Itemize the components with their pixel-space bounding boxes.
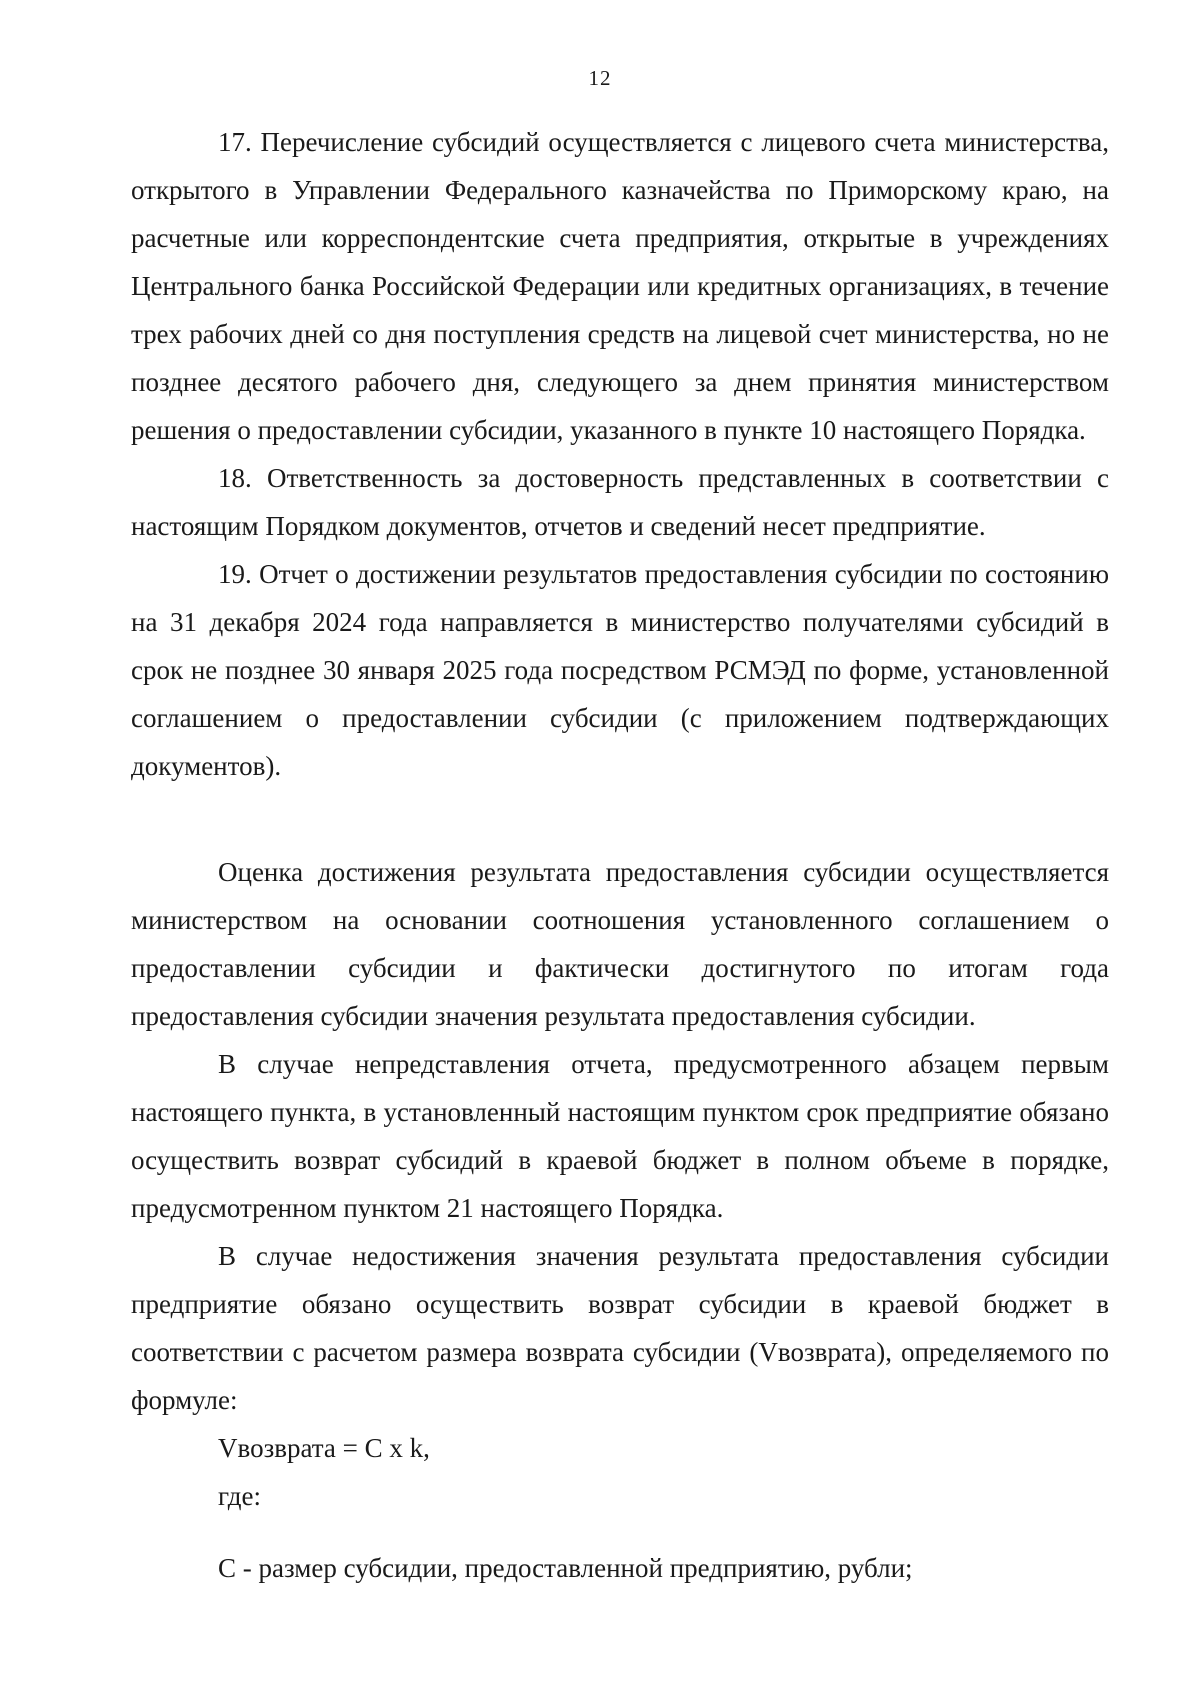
upper-text-block [131, 118, 1109, 790]
paragraph-19-evaluation: Оценка достижения результата предоставления субсидии осуществляется министерством на основании соотношения установленного соглашением о предоставлении субсидии и фактически достигнутого по итогам года предоставления субсидии значения результата предоставления субсидии. [131, 857, 1109, 1031]
page-number: 12 [588, 66, 612, 90]
return-formula: Vвозврата = C x k, [218, 1433, 430, 1463]
paragraph-17: 17. Перечисление субсидий осуществляется с лицевого счета министерства, открытого в Управлении Федерального казначейства по Приморскому краю, на расчетные или корреспондентские счета предприятия, открытые в учреждениях Центрального банка Российской Федерации или кредитных организациях, в течение трех рабочих дней со дня поступления средств на лицевой счет министерства, но не позднее десятого рабочего дня, следующего за днем принятия министерством решения о предоставлении субсидии, указанного в пункте 10 настоящего Порядка. [131, 127, 1109, 445]
spacer [131, 1520, 1109, 1544]
formula-where: где: [218, 1481, 261, 1511]
lower-text-block [131, 848, 1109, 1592]
paragraph-18: 18. Ответственность за достоверность представленных в соответствии с настоящим Порядком документов, отчетов и сведений несет предприятие. [131, 463, 1109, 541]
paragraph-19-no-report: В случае непредставления отчета, предусмотренного абзацем первым настоящего пункта, в установленный настоящим пунктом срок предприятие обязано осуществить возврат субсидий в краевой бюджет в полном объеме в порядке, предусмотренном пунктом 21 настоящего Порядка. [131, 1049, 1109, 1223]
paragraph-19: 19. Отчет о достижении результатов предоставления субсидии по состоянию на 31 декабря 2024 года направляется в министерство получателями субсидий в срок не позднее 30 января 2025 года посредством РСМЭД по форме, установленной соглашением о предоставлении субсидии (с приложением подтверждающих документов). [131, 559, 1109, 781]
paragraph-19-not-achieved: В случае недостижения значения результата предоставления субсидии предприятие обязано осуществить возврат субсидии в краевой бюджет в соответствии с расчетом размера возврата субсидии (Vвозврата), определяемого по формуле: [131, 1241, 1109, 1415]
formula-c-definition: C - размер субсидии, предоставленной предприятию, рубли; [218, 1553, 913, 1583]
